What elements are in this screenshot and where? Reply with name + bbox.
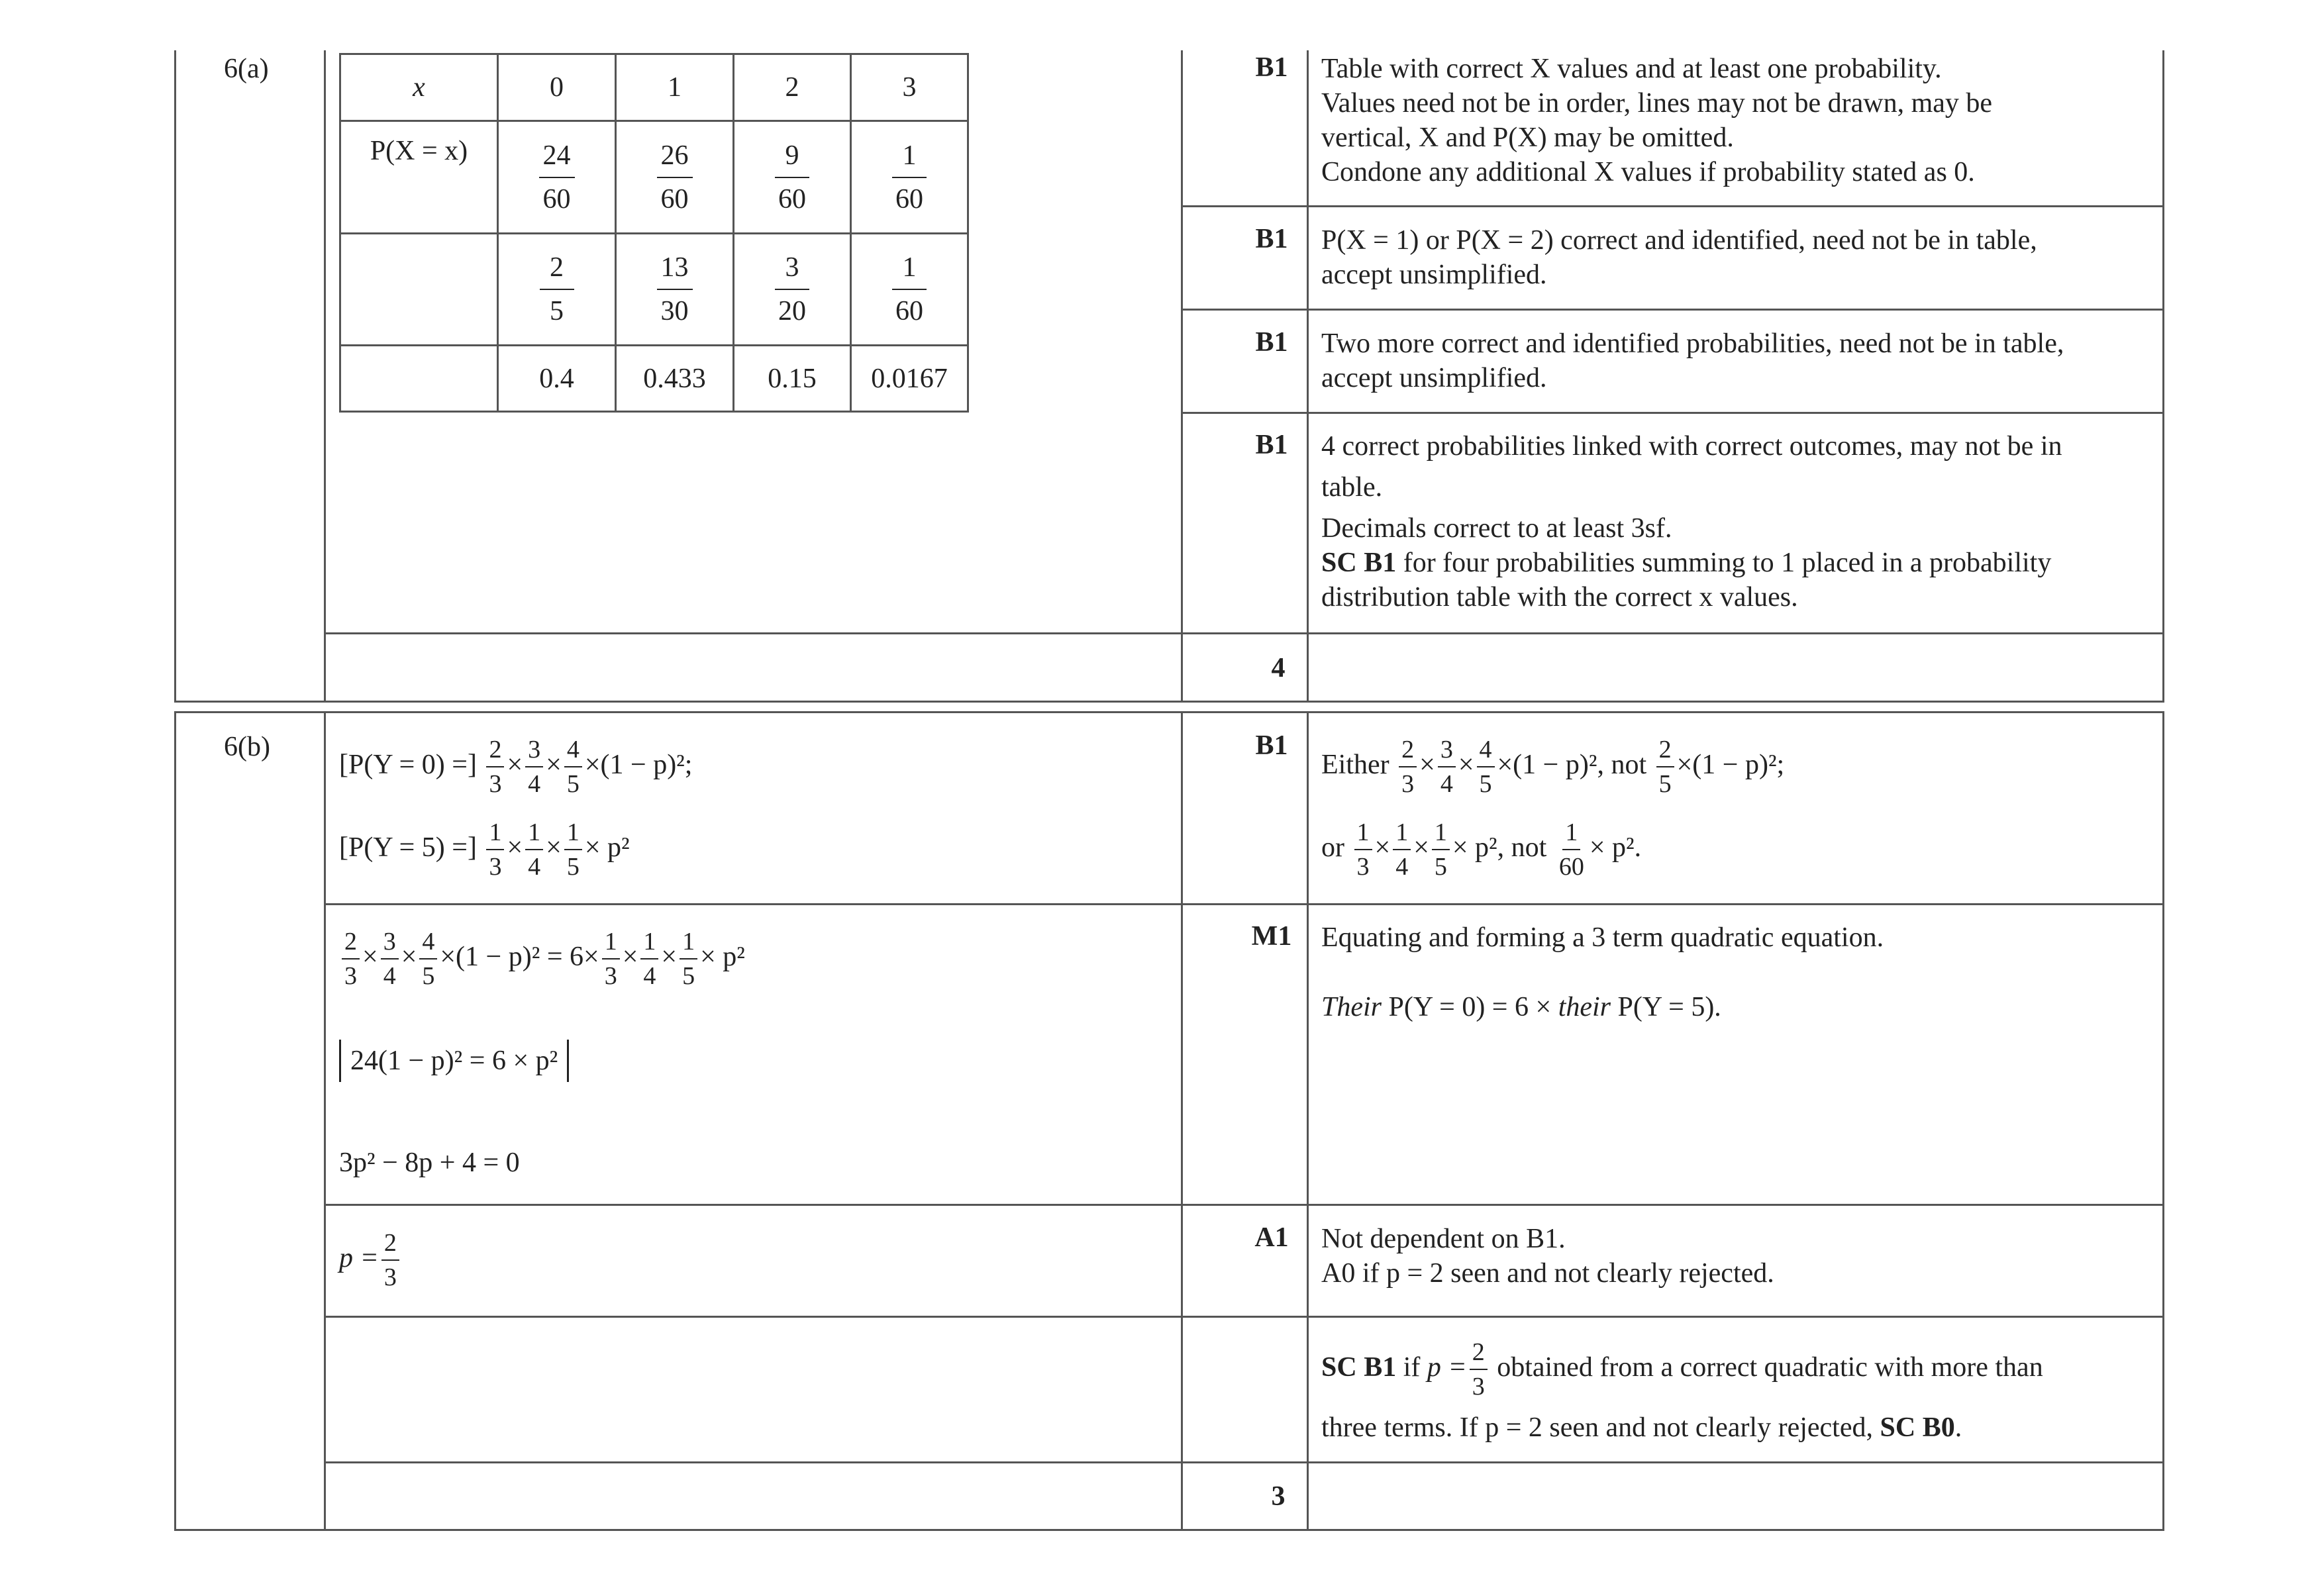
table-line — [967, 53, 969, 413]
table-cell-fraction: 1 60 — [852, 122, 967, 232]
grid-line — [324, 711, 326, 1531]
guidance-text: accept unsimplified. — [1321, 260, 1547, 290]
guidance-text: vertical, X and P(X) may be omitted. — [1321, 123, 1734, 153]
mark-m1: M1 — [1251, 921, 1292, 952]
table-line — [339, 411, 969, 413]
guidance-text: table. — [1321, 472, 1383, 503]
grid-line — [324, 1461, 2164, 1463]
grid-line — [324, 1316, 2164, 1318]
mark-b1: B1 — [1255, 52, 1288, 83]
mark-b1: B1 — [1255, 224, 1288, 254]
grid-line — [174, 711, 2164, 713]
guidance-text: accept unsimplified. — [1321, 363, 1547, 393]
mark-b1: B1 — [1255, 430, 1288, 460]
grid-line — [174, 701, 2164, 703]
guidance-text: Table with correct X values and at least one probability. — [1321, 54, 1942, 84]
grid-line — [174, 50, 176, 703]
guidance-special-case: three terms. If p = 2 seen and not clearly rejected, SC B0. — [1321, 1412, 1962, 1443]
table-header-x: x — [413, 72, 425, 103]
table-cell-decimal: 0.15 — [768, 363, 817, 394]
table-cell-fraction: 24 60 — [499, 122, 615, 232]
mark-a1: A1 — [1254, 1222, 1289, 1253]
grid-line — [174, 711, 176, 1531]
table-cell-fraction: 1 60 — [852, 234, 967, 344]
guidance-text: P(X = 1) or P(X = 2) correct and identified, need not be in table, — [1321, 225, 2037, 256]
grid-line — [324, 632, 2164, 634]
table-cell-fraction: 2 5 — [499, 234, 615, 344]
guidance-text: Decimals correct to at least 3sf. — [1321, 513, 1672, 544]
table-header-value: 3 — [902, 72, 917, 103]
guidance-text: distribution table with the correct x values. — [1321, 582, 1798, 613]
table-cell-fraction: 3 20 — [734, 234, 850, 344]
total-marks-b: 3 — [1271, 1481, 1286, 1512]
guidance-text: Equating and forming a 3 term quadratic equation. — [1321, 922, 1884, 953]
working-equation: $\frac{2}{3}$ × $\frac{3}{4}$ × $\frac{4}{5}$ ×(1 − p)² = 6× $\frac{1}{3}$ × $\frac{1}{4}$ × $\frac{1}{5}$ × p² — [339, 920, 745, 993]
working-py0: [P(Y = 0) =] $\frac{2}{3}$ × $\frac{3}{4}$ × $\frac{4}{5}$ ×(1 − p)²; — [339, 736, 693, 799]
grid-line — [324, 1204, 2164, 1206]
working-simplified: 24(1 − p)² = 6 × p² — [339, 1040, 569, 1082]
grid-line — [1307, 711, 1309, 1531]
guidance-text: Not dependent on B1. — [1321, 1224, 1566, 1254]
guidance-text: Two more correct and identified probabilities, need not be in table, — [1321, 328, 2064, 359]
grid-line — [2162, 711, 2164, 1531]
mark-b1: B1 — [1255, 730, 1288, 761]
grid-line — [324, 903, 2164, 905]
working-quadratic: 3p² − 8p + 4 = 0 — [339, 1148, 520, 1178]
guidance-or: or $\frac{1}{3}$ × $\frac{1}{4}$ × $\frac{1}{5}$ × p², not $\frac{1}{60}$ × p². — [1321, 818, 1642, 881]
table-cell-decimal: 0.0167 — [871, 363, 948, 394]
guidance-either: Either $\frac{2}{3}$ × $\frac{3}{4}$ × $\frac{4}{5}$ ×(1 − p)², not $\frac{2}{5}$ ×(1 − p)²; — [1321, 736, 1785, 799]
table-cell-fraction: 13 30 — [617, 234, 733, 344]
grid-line — [1181, 711, 1183, 1531]
grid-line — [1181, 205, 2164, 207]
question-label-6b: 6(b) — [224, 732, 270, 762]
mark-b1: B1 — [1255, 327, 1288, 358]
table-header-value: 2 — [785, 72, 799, 103]
guidance-text: 4 correct probabilities linked with correct outcomes, may not be in — [1321, 431, 2062, 462]
table-cell-fraction: 26 60 — [617, 122, 733, 232]
table-cell-fraction: 9 60 — [734, 122, 850, 232]
guidance-text: Values need not be in order, lines may not be drawn, may be — [1321, 88, 1993, 119]
grid-line — [1307, 50, 1309, 703]
grid-line — [2162, 50, 2164, 703]
grid-line — [1181, 50, 1183, 703]
guidance-text: A0 if p = 2 seen and not clearly rejected. — [1321, 1258, 1774, 1289]
table-cell-decimal: 0.433 — [643, 363, 706, 394]
table-header-value: 1 — [668, 72, 682, 103]
guidance-text: Condone any additional X values if probability stated as 0. — [1321, 157, 1975, 187]
grid-line — [1181, 412, 2164, 414]
guidance-special-case: SC B1 if p = $\frac{2}{3}$ obtained from a correct quadratic with more than — [1321, 1338, 2043, 1401]
grid-line — [1181, 309, 2164, 311]
guidance-their: Their P(Y = 0) = 6 × their P(Y = 5). — [1321, 992, 1721, 1022]
grid-line — [324, 50, 326, 703]
table-row-label: P(X = x) — [370, 136, 468, 166]
guidance-special-case: SC B1 for four probabilities summing to 1 placed in a probability — [1321, 548, 2052, 578]
table-header-value: 0 — [550, 72, 564, 103]
total-marks-a: 4 — [1271, 653, 1286, 683]
working-answer: p = $\frac{2}{3}$ — [339, 1222, 402, 1295]
table-cell-decimal: 0.4 — [539, 363, 574, 394]
working-py5: [P(Y = 5) =] $\frac{1}{3}$ × $\frac{1}{4}$ × $\frac{1}{5}$ × p² — [339, 818, 630, 881]
question-label-6a: 6(a) — [224, 54, 269, 84]
grid-line — [174, 1529, 2164, 1531]
